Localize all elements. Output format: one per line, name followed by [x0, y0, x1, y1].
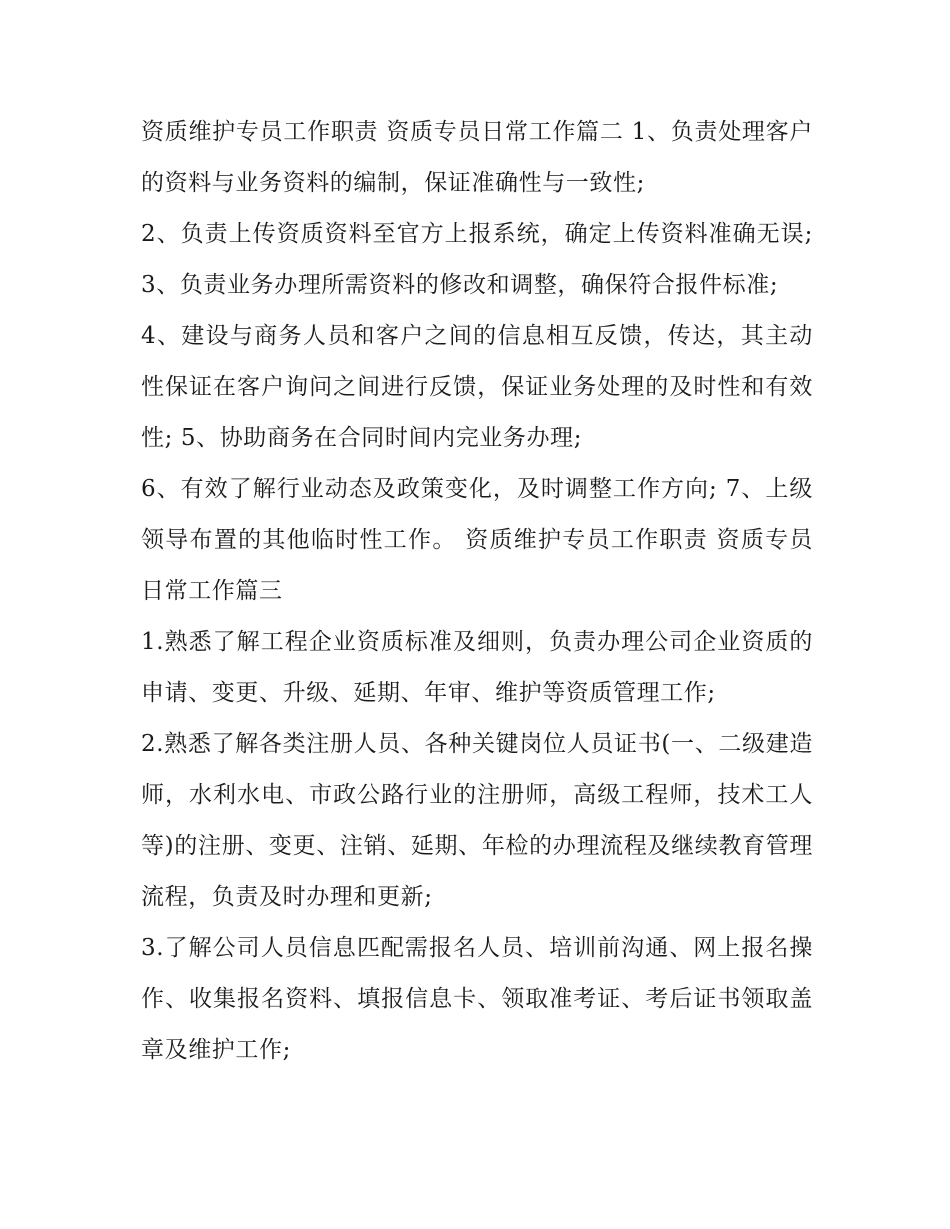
paragraph-3: 4、建设与商务人员和客户之间的信息相互反馈，传达，其主动性保证在客户询问之间进行反馈，保证业务处理的及时性和有效性; 5、协助商务在合同时间内完业务办理;	[141, 323, 813, 451]
paragraph-6: 2.熟悉了解各类注册人员、各种关键岗位人员证书(一、二级建造师，水利水电、市政公路行业的注册师，高级工程师，技术工人等)的注册、变更、注销、延期、年检的办理流程及继续教育管理流程，负责及时办理和更新;	[141, 731, 813, 910]
document-body	[141, 107, 813, 1076]
paragraph-5: 1.熟悉了解工程企业资质标准及细则，负责办理公司企业资质的申请、变更、升级、延期、年审、维护等资质管理工作;	[141, 629, 813, 706]
paragraph-1: 资质维护专员工作职责 资质专员日常工作篇二 1、负责处理客户的资料与业务资料的编制，保证准确性与一致性;	[141, 119, 813, 196]
paragraph-7: 3.了解公司人员信息匹配需报名人员、培训前沟通、网上报名操作、收集报名资料、填报信息卡、领取准考证、考后证书领取盖章及维护工作;	[141, 935, 813, 1063]
paragraph-2: 2、负责上传资质资料至官方上报系统，确定上传资料准确无误; 3、负责业务办理所需资料的修改和调整，确保符合报件标准;	[141, 221, 813, 298]
paragraph-4: 6、有效了解行业动态及政策变化，及时调整工作方向; 7、上级领导布置的其他临时性工作。 资质维护专员工作职责 资质专员日常工作篇三	[141, 476, 813, 604]
